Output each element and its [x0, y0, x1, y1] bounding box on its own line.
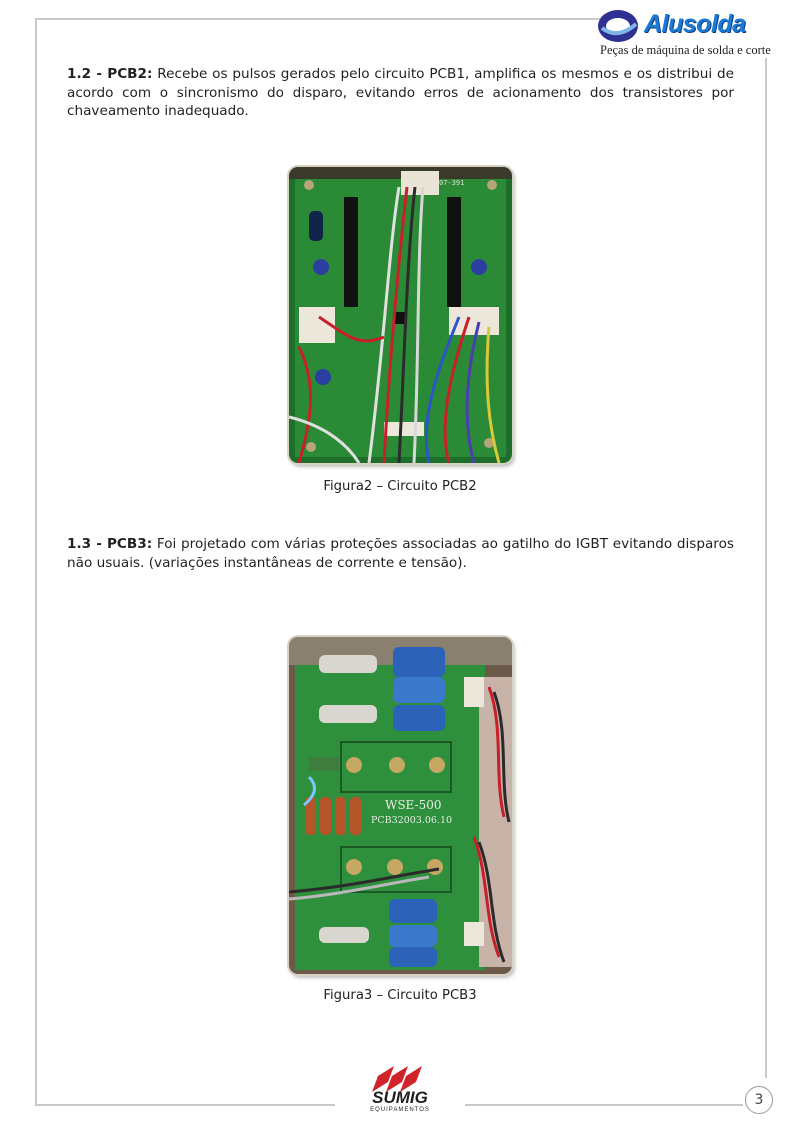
- pcb2-board-marking: 07-391: [439, 179, 465, 187]
- page-frame-bottom-right: [465, 1104, 743, 1106]
- brand-tagline: Peças de máquina de solda e corte: [600, 43, 771, 57]
- section-pcb2-text: [67, 65, 734, 121]
- alusolda-logo-icon: [596, 6, 644, 44]
- section-pcb3-heading: 1.3 - PCB3:: [67, 536, 153, 552]
- brand-name: Alusolda: [644, 10, 746, 38]
- sumig-brand-name: SUMIG: [372, 1088, 428, 1107]
- page-frame-top: [35, 18, 602, 20]
- pcb3-board-marking-1: WSE-500: [385, 798, 442, 812]
- section-pcb2-body: Recebe os pulsos gerados pelo circuito PCB1, amplifica os mesmos e os distribui de acordo com o sincronismo do disparo, evitando erros de acionamento dos transistores por chaveamento inadequado.: [67, 66, 735, 119]
- page-frame-left: [35, 18, 37, 1105]
- pcb2-photo: [289, 167, 512, 463]
- alusolda-logo: [596, 4, 771, 60]
- figure3-caption: Figura3 – Circuito PCB3: [323, 988, 477, 1003]
- figure2-caption: Figura2 – Circuito PCB2: [323, 479, 477, 494]
- pcb3-photo: [289, 637, 512, 974]
- sumig-logo: [352, 1056, 448, 1112]
- section-pcb3-body: Foi projetado com várias proteções associadas ao gatilho do IGBT evitando disparos não usuais. (variações instantâneas de corrente e tensão).: [67, 536, 734, 571]
- page-frame-right: [765, 58, 767, 1078]
- section-pcb2-heading: 1.2 - PCB2:: [67, 66, 153, 82]
- page-number: 3: [745, 1086, 773, 1114]
- sumig-brand-sub: EQUIPAMENTOS: [370, 1107, 430, 1112]
- pcb3-board-marking-2: PCB32003.06.10: [371, 815, 453, 826]
- page-frame-bottom-left: [35, 1104, 335, 1106]
- section-pcb3-text: [67, 535, 734, 572]
